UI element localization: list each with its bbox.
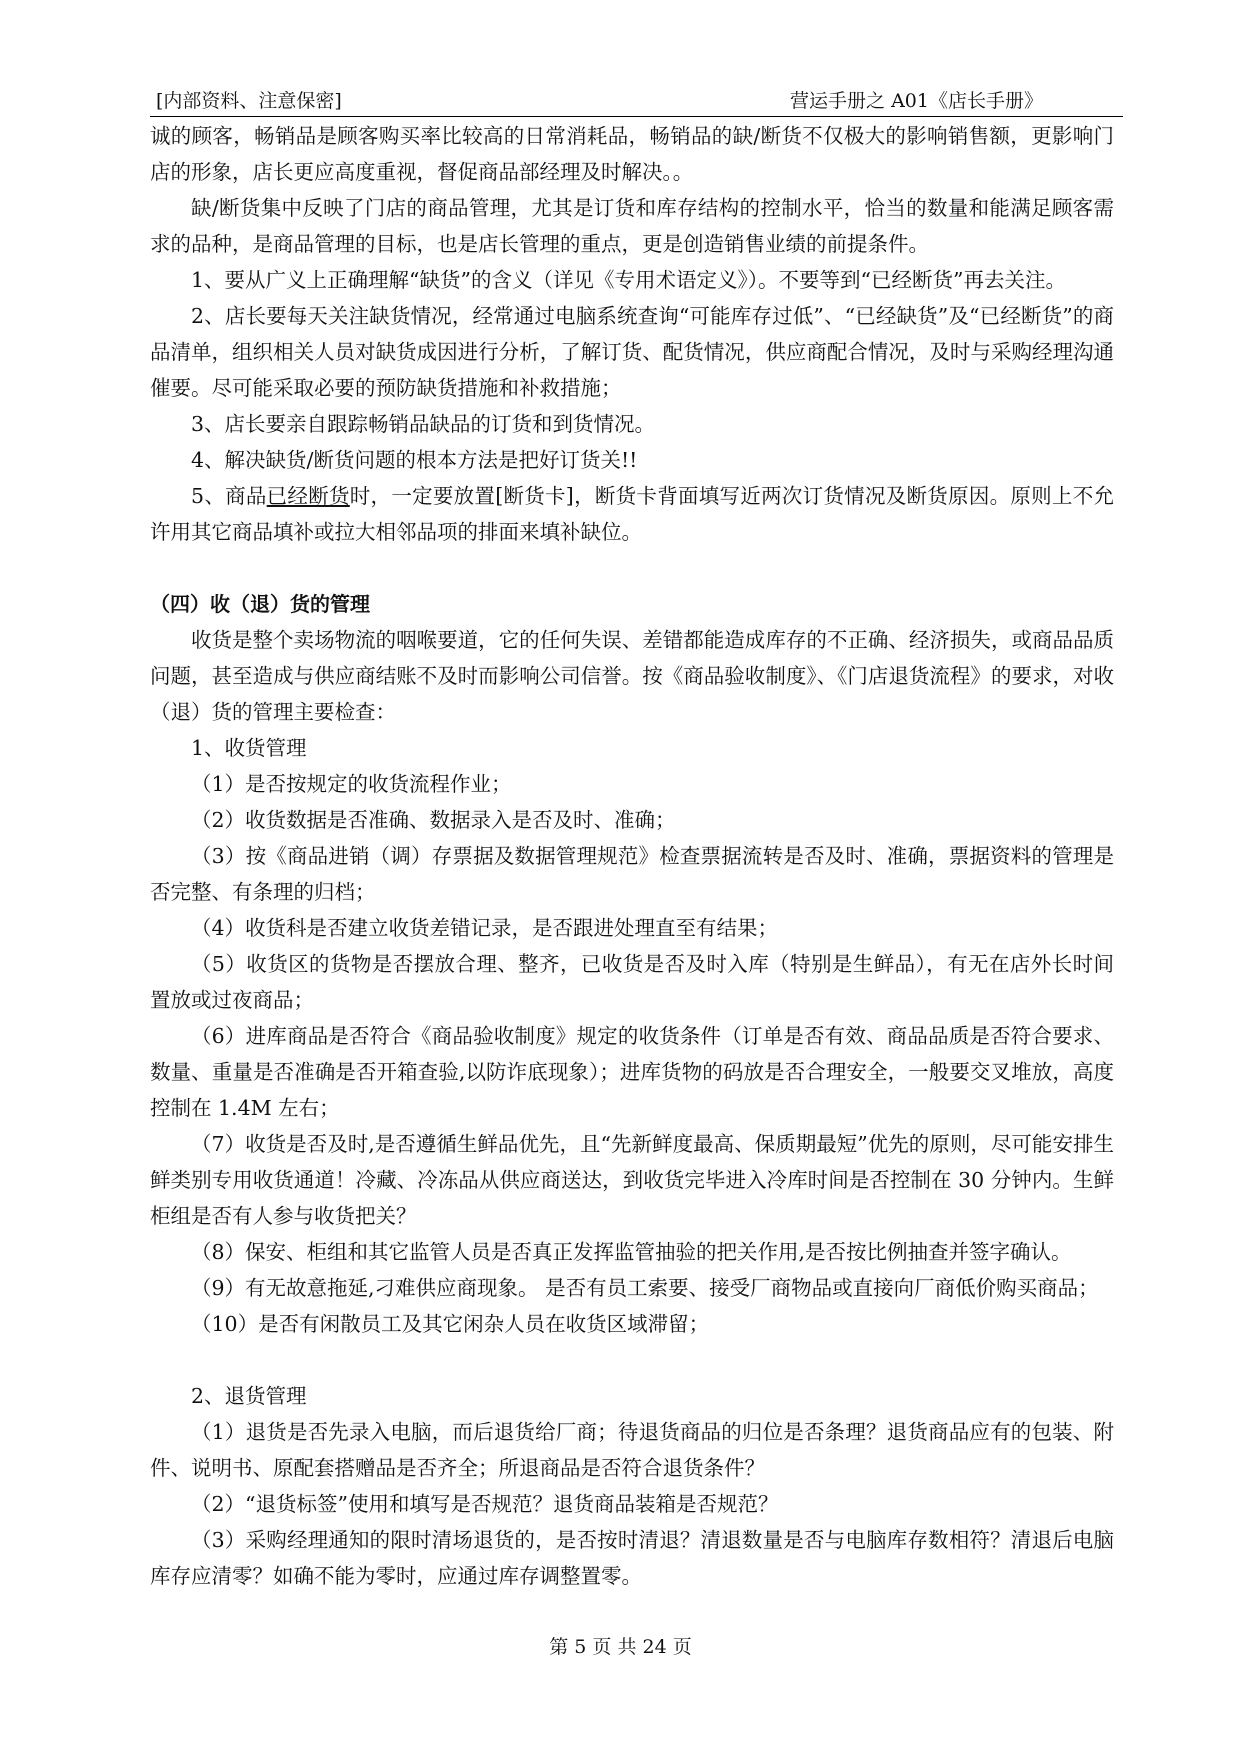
- page-number: 第 5 页 共 24 页: [549, 1636, 692, 1658]
- paragraph: 2、店长要每天关注缺货情况，经常通过电脑系统查询“可能库存过低”、“已经缺货”及“已经断货”的商品清单，组织相关人员对缺货成因进行分析，了解订货、配货情况，供应商配合情况，及时与采购经理沟通催要。尽可能采取必要的预防缺货措施和补救措施；: [150, 304, 1114, 400]
- paragraph: （1）退货是否先录入电脑，而后退货给厂商；待退货商品的归位是否条理？退货商品应有的包装、附件、说明书、原配套搭赠品是否齐全；所退商品是否符合退货条件？: [150, 1420, 1114, 1480]
- text-run: 时，一定要放置[断货卡]，断货卡背面填写近两次订货情况及断货原因。原则上不允许用其它商品填补或拉大相邻品项的排面来填补缺位。: [150, 484, 1114, 544]
- paragraph: （5）收货区的货物是否摆放合理、整齐，已收货是否及时入库（特别是生鲜品），有无在店外长时间置放或过夜商品；: [150, 952, 1114, 1012]
- paragraph: （3）按《商品进销（调）存票据及数据管理规范》检查票据流转是否及时、准确，票据资料的管理是否完整、有条理的归档；: [150, 844, 1114, 904]
- page-header: [150, 86, 1123, 117]
- paragraph: （10）是否有闲散员工及其它闲杂人员在收货区域滞留；: [191, 1312, 710, 1336]
- paragraph: （2）收货数据是否准确、数据录入是否及时、准确；: [191, 808, 676, 832]
- paragraph: 收货是整个卖场物流的咽喉要道，它的任何失误、差错都能造成库存的不正确、经济损失，或商品品质问题，甚至造成与供应商结账不及时而影响公司信誉。按《商品验收制度》、《门店退货流程》的要求，对收（退）货的管理主要检查：: [150, 628, 1114, 724]
- section-heading: （四）收（退）货的管理: [150, 592, 370, 616]
- spacer: [150, 1342, 1114, 1378]
- underlined-text: 已经断货: [266, 484, 350, 508]
- header-confidential-label: [内部资料、注意保密]: [156, 90, 342, 112]
- paragraph: （3）采购经理通知的限时清场退货的，是否按时清退？清退数量是否与电脑库存数相符？清退后电脑库存应清零？如确不能为零时，应通过库存调整置零。: [150, 1528, 1114, 1588]
- paragraph: （8）保安、柜组和其它监管人员是否真正发挥监管抽验的把关作用,是否按比例抽查并签字确认。: [191, 1240, 1072, 1264]
- paragraph: 诚的顾客，畅销品是顾客购买率比较高的日常消耗品，畅销品的缺/断货不仅极大的影响销售额，更影响门店的形象，店长更应高度重视，督促商品部经理及时解决。。: [150, 124, 1114, 184]
- spacer: [150, 550, 1114, 586]
- paragraph: [150, 478, 1114, 550]
- paragraph: （6）进库商品是否符合《商品验收制度》规定的收货条件（订单是否有效、商品品质是否符合要求、数量、重量是否准确是否开箱查验,以防诈底现象）；进库货物的码放是否合理安全，一般要交叉堆放，高度控制在 1.4M 左右；: [150, 1024, 1114, 1120]
- paragraph: （2）“退货标签”使用和填写是否规范？退货商品装箱是否规范？: [191, 1492, 779, 1516]
- paragraph: 缺/断货集中反映了门店的商品管理，尤其是订货和库存结构的控制水平，恰当的数量和能满足顾客需求的品种，是商品管理的目标，也是店长管理的重点，更是创造销售业绩的前提条件。: [150, 196, 1114, 256]
- header-manual-title: 营运手册之 A01《店长手册》: [790, 90, 1043, 112]
- paragraph: （4）收货科是否建立收货差错记录，是否跟进处理直至有结果；: [191, 916, 779, 940]
- paragraph: 2、退货管理: [191, 1384, 307, 1408]
- paragraph: 3、店长要亲自跟踪畅销品缺品的订货和到货情况。: [191, 412, 656, 436]
- paragraph: 1、要从广义上正确理解“缺货”的含义（详见《专用术语定义》）。不要等到“已经断货”再去关注。: [191, 268, 1066, 292]
- paragraph: （9）有无故意拖延,刁难供应商现象。 是否有员工索要、接受厂商物品或直接向厂商低价购买商品；: [191, 1276, 1099, 1300]
- text-run: 5、商品: [191, 484, 267, 508]
- paragraph: 4、解决缺货/断货问题的根本方法是把好订货关!!: [191, 448, 638, 472]
- paragraph: （1）是否按规定的收货流程作业；: [191, 772, 512, 796]
- document-body: [150, 118, 1114, 1594]
- paragraph: （7）收货是否及时,是否遵循生鲜品优先，且“先新鲜度最高、保质期最短”优先的原则，尽可能安排生鲜类别专用收货通道！冷藏、冷冻品从供应商送达，到收货完毕进入冷库时间是否控制在 30 分钟内。生鲜柜组是否有人参与收货把关？: [150, 1132, 1114, 1228]
- paragraph: 1、收货管理: [191, 736, 307, 760]
